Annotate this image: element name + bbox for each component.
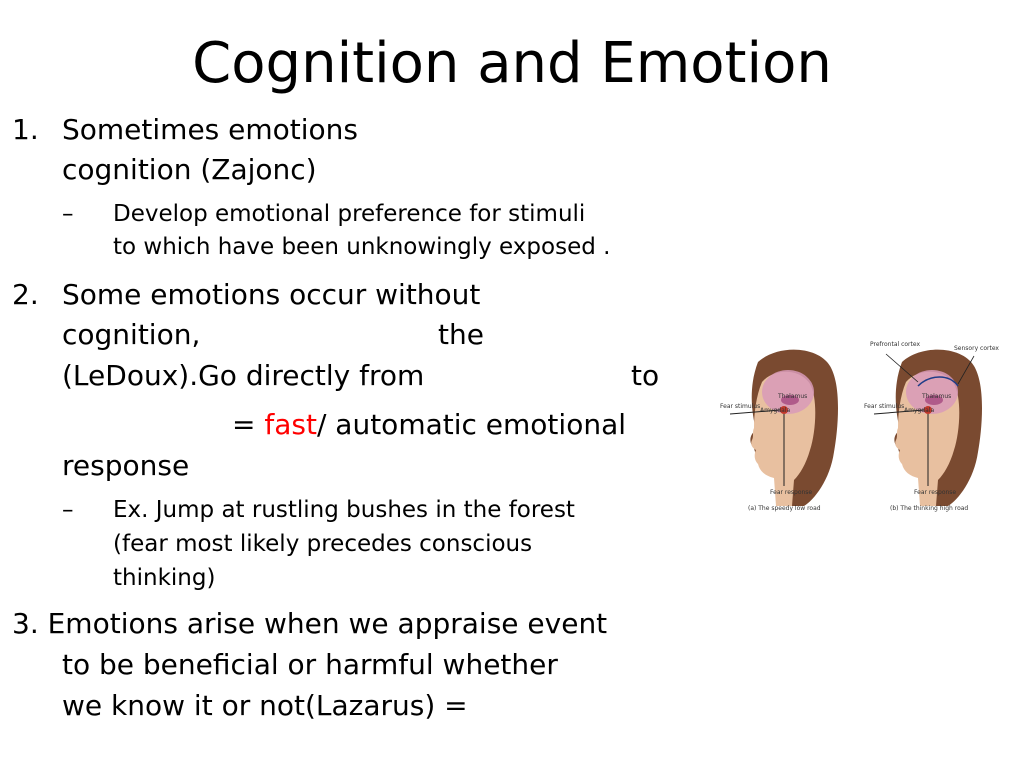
item2-line5: response — [62, 449, 190, 482]
item2-line4 — [232, 405, 626, 445]
item2-marker: 2. — [12, 278, 39, 311]
item3-line2: to be beneficial or harmful whether — [62, 648, 558, 681]
item2-line4-rest: / automatic emotional — [316, 408, 627, 441]
item1-line2: cognition (Zajonc) — [62, 153, 317, 186]
item2-line2b: the — [438, 318, 484, 351]
item2-sub-line3: thinking) — [113, 565, 216, 591]
right-sensory-label: Sensory cortex — [954, 345, 999, 352]
fast-highlight: fast — [264, 408, 317, 441]
right-prefrontal-label: Prefrontal cortex — [870, 341, 920, 348]
item2-line3a: (LeDoux).Go directly from — [62, 359, 425, 392]
slide-title: Cognition and Emotion — [192, 31, 832, 96]
item2-sub-line2: (fear most likely precedes conscious — [113, 531, 533, 557]
right-fear-stimulus-label: Fear stimulus — [864, 403, 905, 410]
item2-sub-line1: Ex. Jump at rustling bushes in the forest — [113, 497, 575, 523]
left-amygdala-label: Amygdala — [760, 407, 791, 414]
item1-line1: Sometimes emotions — [62, 113, 359, 146]
item2-line2a: cognition, — [62, 318, 201, 351]
item2-line4-equals: = — [232, 408, 256, 441]
item1-sub-line2: to which have been unknowingly exposed . — [113, 234, 611, 260]
right-head-panel — [864, 341, 999, 512]
left-fear-stimulus-label: Fear stimulus — [720, 403, 761, 410]
item3-line3: we know it or not(Lazarus) = — [62, 689, 468, 722]
left-thalamus-label: Thalamus — [778, 393, 808, 400]
right-thalamus-label: Thalamus — [922, 393, 952, 400]
right-caption: (b) The thinking high road — [890, 505, 969, 512]
left-caption: (a) The speedy low road — [748, 505, 821, 512]
right-fear-response-label: Fear response — [914, 489, 957, 496]
item3-line1: 3. Emotions arise when we appraise event — [12, 607, 608, 640]
item1-sub-dash: – — [62, 201, 74, 227]
item1-sub-line1: Develop emotional preference for stimuli — [113, 201, 586, 227]
brain-pathways-figure — [718, 340, 999, 516]
item2-sub-dash: – — [62, 497, 74, 523]
item2-line1: Some emotions occur without — [62, 278, 481, 311]
left-head-panel — [720, 350, 838, 512]
left-fear-response-label: Fear response — [770, 489, 813, 496]
item2-line3b: to — [631, 359, 660, 392]
right-amygdala-label: Amygdala — [904, 407, 935, 414]
item1-marker: 1. — [12, 113, 39, 146]
